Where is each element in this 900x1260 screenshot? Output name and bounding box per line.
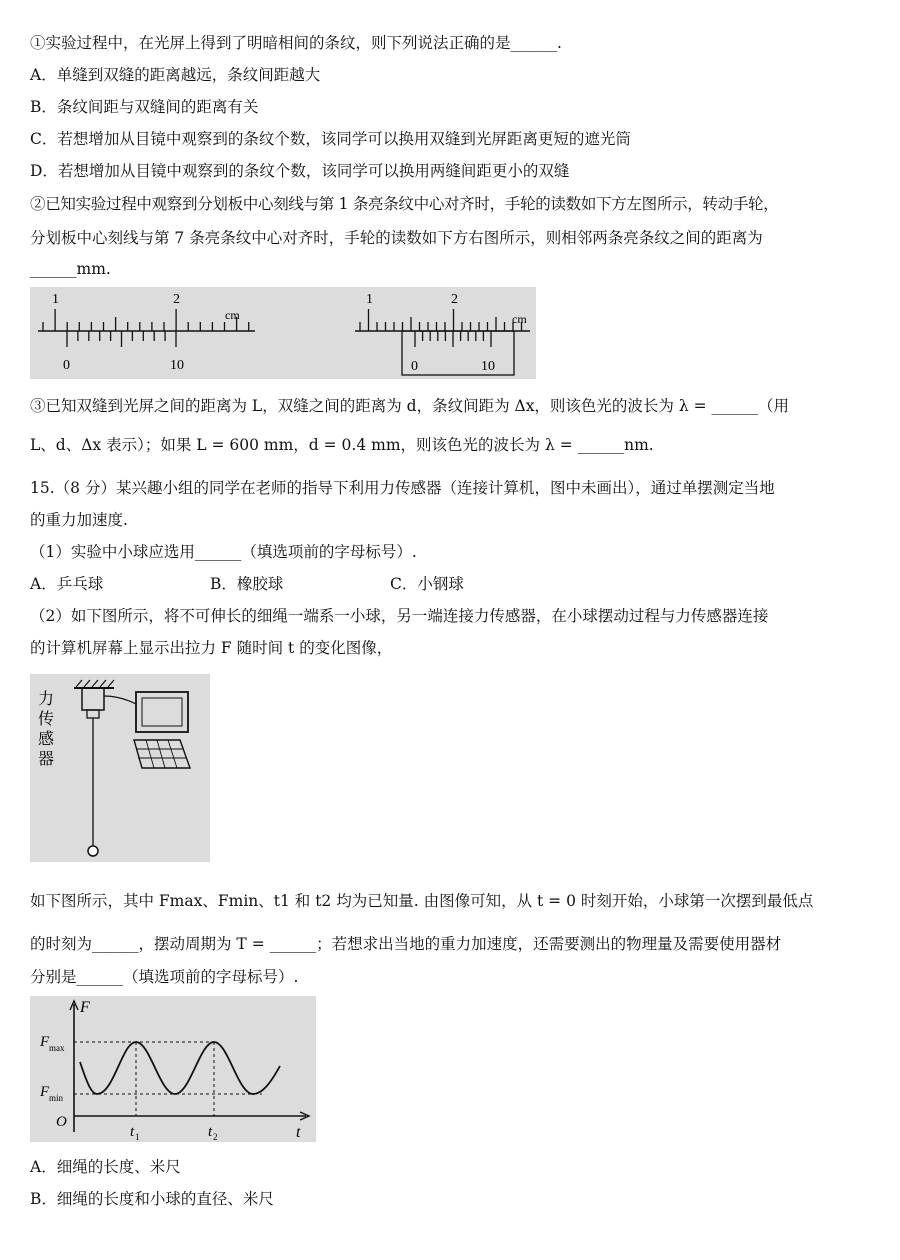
force-time-graph [30, 996, 316, 1142]
t2-label: t [208, 1124, 213, 1140]
q15-sub1-option-c: C．小钢球 [390, 575, 464, 593]
vernier-caliper-figure [30, 287, 536, 379]
right-unit-label: cm [512, 312, 527, 326]
fmin-label: F [40, 1084, 50, 1100]
q15-sub1-option-a: A．乒乓球 [30, 575, 104, 593]
left-vernier-label-10: 10 [170, 358, 184, 373]
force-time-svg [30, 996, 316, 1142]
right-vernier-label-0: 0 [411, 359, 418, 374]
q14-part1-stem: ①实验过程中，在光屏上得到了明暗相间的条纹，则下列说法正确的是______. [30, 34, 562, 52]
right-vernier-label-10: 10 [481, 359, 495, 374]
pendulum-svg [30, 674, 210, 862]
q14-part2-line1: ②已知实验过程中观察到分划板中心刻线与第 1 条亮条纹中心对齐时，手轮的读数如下方左图所示，转动手轮， [30, 195, 779, 213]
t1-label: t [130, 1124, 135, 1140]
q14-part2-line2: 分划板中心刻线与第 7 条亮条纹中心对齐时，手轮的读数如下方右图所示，则相邻两条亮条纹之间的距离为 [30, 229, 763, 247]
q14-option-d: D．若想增加从目镜中观察到的条纹个数，该同学可以换用两缝间距更小的双缝 [30, 162, 570, 180]
left-main-label-1: 1 [52, 292, 59, 307]
fmax-label: F [40, 1034, 50, 1050]
t2-subscript: 2 [213, 1132, 218, 1142]
q15-final-option-b: B．细绳的长度和小球的直径、米尺 [30, 1190, 274, 1208]
origin-label: O [56, 1114, 67, 1130]
y-axis-label: F [80, 999, 90, 1016]
q15-stem-line1: 15.（8 分）某兴趣小组的同学在老师的指导下利用力传感器（连接计算机，图中未画出），通过单摆测定当地 [30, 479, 775, 497]
q15-desc-line2: 的时刻为______，摆动周期为 T = ______；若想求出当地的重力加速度，还需要测出的物理量及需要使用器材 [30, 935, 782, 953]
sensor-label-char-1: 力 [38, 691, 55, 708]
left-unit-label: cm [225, 308, 240, 322]
q14-part3-line1: ③已知双缝到光屏之间的距离为 L，双缝之间的距离为 d，条纹间距为 Δx，则该色光的波长为 λ = ______（用 [30, 397, 790, 415]
fmax-subscript: max [49, 1043, 65, 1053]
q14-part2-line3: ______mm. [30, 260, 111, 278]
vernier-right [355, 292, 530, 375]
q15-sub1: （1）实验中小球应选用______（填选项前的字母标号）. [30, 543, 417, 561]
sensor-label-char-3: 感 [38, 731, 55, 748]
pendulum-sensor-figure [30, 674, 210, 862]
vernier-left [38, 292, 255, 373]
q14-option-b: B．条纹间距与双缝间的距离有关 [30, 98, 259, 116]
q14-option-c: C．若想增加从目镜中观察到的条纹个数，该同学可以换用双缝到光屏距离更短的遮光筒 [30, 130, 631, 148]
left-vernier-label-0: 0 [63, 358, 70, 373]
q15-stem-line2: 的重力加速度. [30, 511, 128, 529]
t1-subscript: 1 [135, 1132, 140, 1142]
q15-sub2-line1: （2）如下图所示，将不可伸长的细绳一端系一小球，另一端连接力传感器，在小球摆动过程与力传感器连接 [30, 607, 769, 625]
vernier-readings-svg [30, 287, 536, 379]
right-main-label-1: 1 [366, 292, 373, 307]
sensor-label-char-2: 传 [38, 711, 55, 728]
q15-sub1-option-b: B．橡胶球 [210, 575, 284, 593]
q14-option-a: A．单缝到双缝的距离越远，条纹间距越大 [30, 66, 321, 84]
left-main-label-2: 2 [173, 292, 180, 307]
q15-sub2-line2: 的计算机屏幕上显示出拉力 F 随时间 t 的变化图像， [30, 639, 393, 657]
q14-part3-line2: L、d、Δx 表示）；如果 L = 600 mm，d = 0.4 mm，则该色光的波长为 λ = ______nm. [30, 436, 654, 454]
x-axis-label: t [296, 1124, 301, 1141]
right-main-label-2: 2 [451, 292, 458, 307]
q15-desc-line1: 如下图所示，其中 Fmax、Fmin、t1 和 t2 均为已知量. 由图像可知，从 t = 0 时刻开始，小球第一次摆到最低点 [30, 892, 814, 910]
q15-desc-line3: 分别是______（填选项前的字母标号）. [30, 968, 299, 986]
force-curve [80, 1042, 280, 1094]
q15-final-option-a: A．细绳的长度、米尺 [30, 1158, 181, 1176]
fmin-subscript: min [49, 1093, 64, 1103]
sensor-label-char-4: 器 [38, 751, 55, 768]
